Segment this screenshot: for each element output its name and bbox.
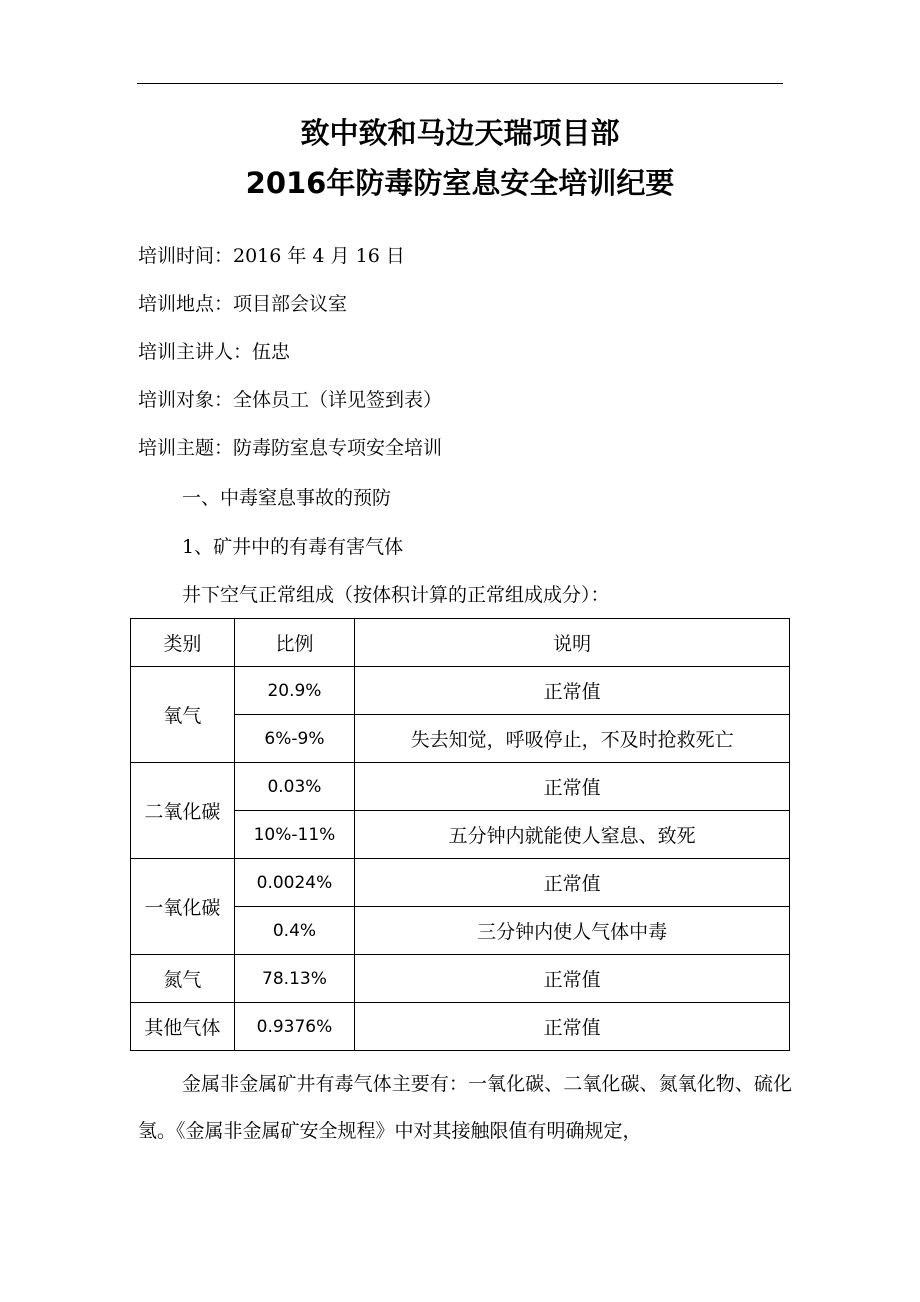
table-intro: 井下空气正常组成（按体积计算的正常组成成分）： <box>182 584 610 606</box>
note-cell: 正常值 <box>355 763 790 811</box>
category-cell: 其他气体 <box>131 1003 235 1051</box>
document-title: 2016年防毒防室息安全培训纪要 <box>245 166 675 200</box>
document-title-org: 致中致和马边天瑞项目部 <box>300 116 620 150</box>
section-heading: 一、中毒窒息事故的预防 <box>182 487 392 509</box>
ratio-cell: 6%-9% <box>234 715 355 763</box>
training-speaker: 培训主讲人：伍忠 <box>138 341 291 363</box>
gas-composition-table <box>130 618 790 1051</box>
ratio-cell: 0.4% <box>234 907 355 955</box>
category-cell: 一氧化碳 <box>131 859 235 955</box>
ratio-cell: 10%-11% <box>234 811 355 859</box>
ratio-cell: 0.03% <box>234 763 355 811</box>
ratio-cell: 78.13% <box>234 955 355 1003</box>
training-audience: 培训对象：全体员工（详见签到表） <box>138 389 443 411</box>
ratio-cell: 0.0024% <box>234 859 355 907</box>
note-cell: 失去知觉，呼吸停止，不及时抢救死亡 <box>355 715 790 763</box>
header-category: 类别 <box>131 619 235 667</box>
subsection-heading: 1、矿井中的有毒有害气体 <box>182 536 404 558</box>
header-ratio: 比例 <box>234 619 355 667</box>
training-topic: 培训主题：防毒防室息专项安全培训 <box>138 437 443 459</box>
table-row <box>131 1003 790 1051</box>
training-time: 培训时间：2016 年 4 月 16 日 <box>138 245 405 267</box>
note-cell: 正常值 <box>355 667 790 715</box>
note-cell: 五分钟内就能使人窒息、致死 <box>355 811 790 859</box>
note-cell: 正常值 <box>355 859 790 907</box>
note-cell: 三分钟内使人气体中毒 <box>355 907 790 955</box>
table-row <box>131 667 790 715</box>
header-note: 说明 <box>355 619 790 667</box>
note-cell: 正常值 <box>355 1003 790 1051</box>
ratio-cell: 20.9% <box>234 667 355 715</box>
closing-paragraph: 金属非金属矿井有毒气体主要有：一氧化碳、二氧化碳、氮氧化物、硫化氢。《金属非金属矿安全规程》中对其接触限值有明确规定， <box>138 1073 792 1142</box>
category-cell: 二氧化碳 <box>131 763 235 859</box>
category-cell: 氧气 <box>131 667 235 763</box>
table-row <box>131 763 790 811</box>
table-row <box>131 955 790 1003</box>
table-row <box>131 859 790 907</box>
ratio-cell: 0.9376% <box>234 1003 355 1051</box>
note-cell: 正常值 <box>355 955 790 1003</box>
header-rule <box>137 83 783 84</box>
category-cell: 氮气 <box>131 955 235 1003</box>
table-header-row <box>131 619 790 667</box>
training-place: 培训地点：项目部会议室 <box>138 293 348 315</box>
